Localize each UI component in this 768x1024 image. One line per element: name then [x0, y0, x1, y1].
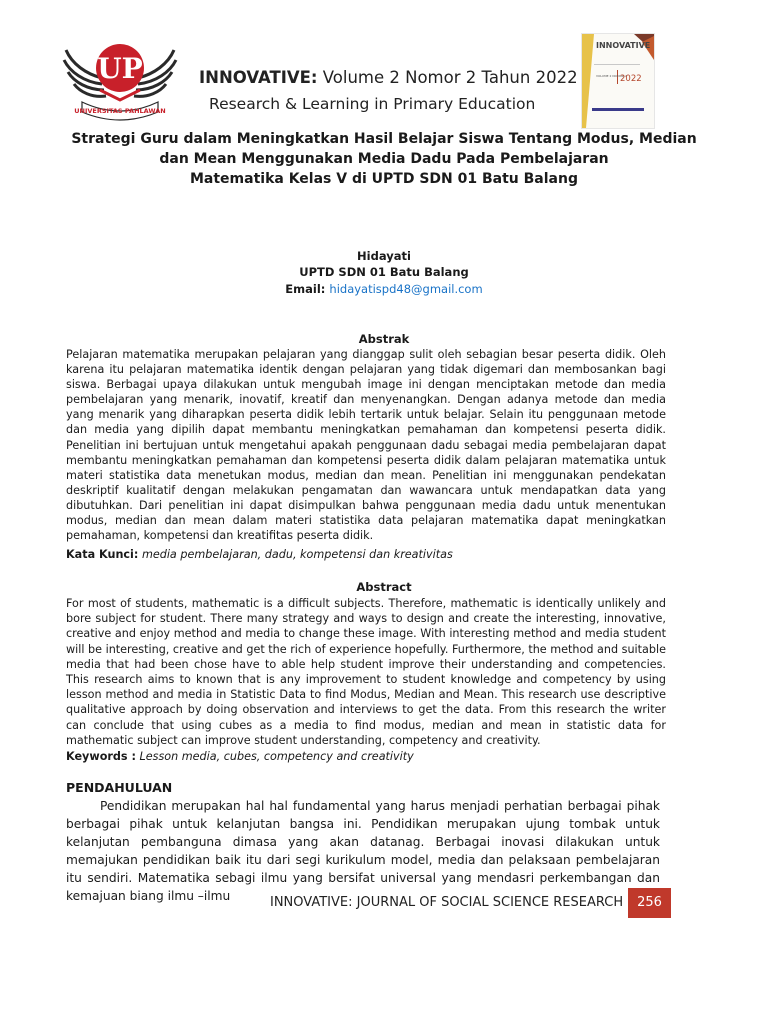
abstrak-text: Pelajaran matematika merupakan pelajaran yang dianggap sulit oleh sebagian besar peserta didik. Oleh karena itu pelajaran matematika identik dengan pelajaran yang tidak digemari dan membosankan bagi siswa. Berbagai upaya dilakukan untuk mengubah image ini dengan menciptakan metode dan media pembelajaran yang menarik, inovatif, kreatif dan menyenangkan. Dengan adanya metode dan media yang menarik yang diharapkan peserta didik lebih tertarik untuk belajar. Selain itu penggunaan metode dan media yang dipilih dapat membantu meningkatkan pemahaman dan kompetensi peserta didik. Penelitian ini bertujuan untuk mengetahui apakah penggunaan dadu sebagai media pembelajaran dapat membantu meningkatkan pemahaman dan kompetensi peserta didik dalam pelajaran matematika untuk materi statistika data menetukan modus, median dan mean. Penelitian ini menggunakan pendekatan deskriptif kualitatif dengan melakukan pengamatan dan wawancara untuk mendapatkan data yang dibutuhkan. Dari penelitian ini dapat disimpulkan bahwa penggunaan media dadu untuk menentukan modus, median dan mean dalam materi statistika data pelajaran matematika dapat meningkatkan pemahaman, kompetensi dan kreatifitas peserta didik. — [66, 348, 666, 543]
article-title — [56, 129, 712, 189]
abstract-keywords-value: Lesson media, cubes, competency and creativity — [139, 750, 414, 763]
author-name: Hidayati — [357, 249, 411, 263]
abstract-keywords-label: Keywords — [66, 750, 128, 763]
abstract-text: For most of students, mathematic is a difficult subjects. Therefore, mathematic is identically unlikely and bore subject for student. There many strategy and ways to design and create the interesting, innovative, creative and enjoy method and media to change these image. With interesting method and media student will be interesting, creative and get the rich of experience hopefully. Furthermore, the method and suitable media that had been chose have to able help student improve their understanding and competencies. This research aims to known that is any improvement to student knowledge and competency by using lesson method and media in Statistic Data to find Modus, Median and Mean. This research use descriptive qualitative approach by doing observation and interviews to get the data. From this research the writer can conclude that using cubes as a media to find modus, median and mean in statistic data for mathematic subject can improve student understanding, competency and creativity. — [66, 597, 666, 747]
author-email-line — [0, 282, 768, 296]
title-line-2: dan Mean Menggunakan Media Dadu Pada Pembelajaran — [159, 151, 609, 167]
abstrak-keywords-value: media pembelajaran, dadu, kompetensi dan kreativitas — [141, 548, 453, 561]
university-logo — [62, 28, 178, 126]
cover-year: 2022 — [620, 74, 642, 84]
journal-title — [199, 68, 578, 87]
abstrak-heading: Abstrak — [358, 332, 410, 346]
journal-issue: Volume 2 Nomor 2 Tahun 2022 — [322, 68, 578, 87]
intro-heading: PENDAHULUAN — [66, 780, 173, 795]
svg-text:UP: UP — [97, 52, 143, 85]
abstrak-keywords-label: Kata Kunci — [66, 548, 134, 561]
cover-volume: VOLUME 2 NOMOR 2 — [596, 74, 627, 78]
email-link[interactable]: hidayatispd48@gmail.com — [329, 282, 483, 296]
intro-text: Pendidikan merupakan hal hal fundamental yang harus menjadi perhatian berbagai pihak berbagai pihak untuk kelanjutan bangsa ini. Pendidikan merupakan ujung tombak untuk kelanjutan pembanguna dimasa yang akan datanag. Berbagai inovasi dilakukan untuk memajukan pendidikan baik itu dari segi kurikulum model, media dan pelaksaan pembelajaran itu sendiri. Matematika sebagi ilmu yang bersifat universal yang mendasri perkembangan dan kemajuan biang ilmu –ilmu — [66, 799, 660, 903]
abstract-heading: Abstract — [356, 580, 412, 594]
journal-cover-image — [581, 33, 655, 129]
email-label: Email: — [285, 282, 326, 296]
abstract-keywords: Keywords : Lesson media, cubes, competency and creativity — [66, 750, 414, 763]
abstrak-keywords: Kata Kunci: media pembelajaran, dadu, kompetensi dan kreativitas — [66, 548, 453, 561]
author-affiliation: UPTD SDN 01 Batu Balang — [299, 265, 469, 279]
footer-journal: INNOVATIVE: JOURNAL OF SOCIAL SCIENCE RESEARCH — [270, 895, 624, 910]
title-line-3: Matematika Kelas V di UPTD SDN 01 Batu Balang — [189, 171, 578, 187]
title-line-1: Strategi Guru dalam Meningkatkan Hasil Belajar Siswa Tentang Modus, Median — [71, 131, 697, 147]
cover-title: INNOVATIVE — [596, 41, 651, 50]
page-number: 256 — [628, 888, 671, 918]
journal-name: INNOVATIVE: — [199, 68, 318, 87]
journal-subtitle: Research & Learning in Primary Education — [209, 95, 536, 113]
logo-text: UNIVERSITAS PAHLAWAN — [74, 107, 166, 115]
